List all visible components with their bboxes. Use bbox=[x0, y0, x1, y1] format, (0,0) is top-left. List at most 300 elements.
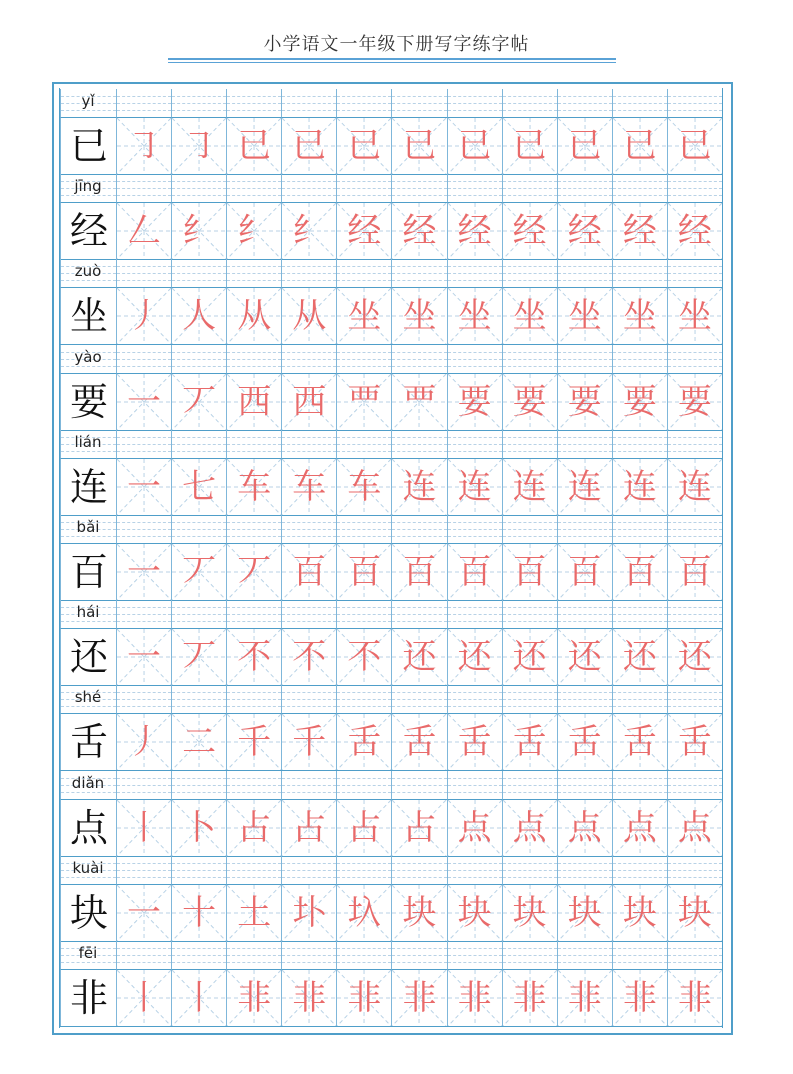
stroke-step-character: 已 bbox=[512, 126, 547, 166]
stroke-step-character: 块 bbox=[512, 892, 547, 933]
stroke-step-character: 坐 bbox=[567, 296, 602, 337]
stroke-order-cell bbox=[336, 884, 391, 941]
pinyin-cell bbox=[502, 941, 557, 969]
stroke-order-cell bbox=[116, 117, 171, 174]
stroke-order-cell bbox=[226, 799, 281, 856]
pinyin-cell bbox=[557, 430, 612, 458]
stroke-step-character: 丨 bbox=[127, 978, 162, 1018]
stroke-step-character: 丆 bbox=[182, 637, 217, 678]
stroke-step-character: 丨 bbox=[127, 807, 162, 848]
stroke-step-character: 点 bbox=[622, 807, 657, 848]
pinyin-cell bbox=[612, 856, 667, 884]
stroke-order-cell bbox=[447, 799, 502, 856]
stroke-step-character: 圦 bbox=[347, 892, 382, 933]
stroke-order-cell bbox=[667, 884, 722, 941]
character-row bbox=[60, 713, 722, 770]
pinyin-strip bbox=[60, 600, 722, 628]
pinyin-strip bbox=[60, 856, 722, 884]
pinyin-cell bbox=[116, 941, 171, 969]
pinyin-cell bbox=[281, 941, 336, 969]
stroke-step-character: 连 bbox=[677, 466, 712, 507]
stroke-step-character: 坐 bbox=[402, 296, 437, 337]
model-character-cell bbox=[60, 884, 116, 941]
stroke-order-cell bbox=[502, 969, 557, 1026]
pinyin-cell bbox=[226, 685, 281, 713]
pinyin-cell bbox=[447, 856, 502, 884]
stroke-step-character: 车 bbox=[347, 466, 382, 507]
stroke-step-character: 舌 bbox=[567, 722, 602, 763]
stroke-order-cell bbox=[116, 373, 171, 430]
model-character-cell bbox=[60, 799, 116, 856]
pinyin-cell bbox=[667, 345, 722, 373]
stroke-step-character: 百 bbox=[567, 552, 602, 592]
stroke-step-character: 从 bbox=[292, 296, 327, 337]
stroke-order-cell bbox=[667, 202, 722, 259]
pinyin-cell bbox=[116, 174, 171, 202]
model-character-cell bbox=[60, 543, 116, 600]
stroke-order-cell bbox=[391, 799, 446, 856]
stroke-order-cell bbox=[502, 373, 557, 430]
stroke-step-character: 经 bbox=[347, 211, 382, 252]
stroke-order-cell bbox=[281, 969, 336, 1026]
pinyin-cell bbox=[447, 345, 502, 373]
practice-row bbox=[60, 89, 722, 174]
pinyin-cell bbox=[612, 941, 667, 969]
stroke-step-character: 占 bbox=[402, 807, 437, 848]
pinyin-cell bbox=[557, 345, 612, 373]
stroke-order-cell bbox=[667, 287, 722, 344]
title-underline-thin bbox=[168, 62, 616, 63]
stroke-order-cell bbox=[171, 287, 226, 344]
stroke-step-character: 纟 bbox=[237, 211, 272, 252]
stroke-order-cell bbox=[116, 202, 171, 259]
stroke-order-cell bbox=[667, 799, 722, 856]
stroke-step-character: 百 bbox=[622, 552, 657, 592]
pinyin-cell bbox=[667, 174, 722, 202]
stroke-order-cell bbox=[391, 713, 446, 770]
stroke-step-character: 西 bbox=[292, 381, 327, 422]
stroke-order-cell bbox=[391, 287, 446, 344]
stroke-order-cell bbox=[447, 373, 502, 430]
character-row bbox=[60, 373, 722, 430]
stroke-step-character: 已 bbox=[567, 126, 602, 166]
pinyin-cell bbox=[667, 430, 722, 458]
pinyin-label: yǐ bbox=[81, 92, 95, 110]
stroke-step-character: 连 bbox=[622, 466, 657, 507]
pinyin-cell bbox=[502, 515, 557, 543]
pinyin-cell bbox=[336, 600, 391, 628]
stroke-order-cell bbox=[502, 799, 557, 856]
pinyin-cell bbox=[336, 174, 391, 202]
stroke-step-character: 百 bbox=[402, 552, 437, 592]
stroke-order-cell bbox=[116, 287, 171, 344]
pinyin-cell bbox=[391, 430, 446, 458]
stroke-step-character: 七 bbox=[182, 466, 217, 507]
model-character-cell bbox=[60, 117, 116, 174]
stroke-step-character: 要 bbox=[457, 381, 492, 422]
pinyin-cell bbox=[336, 685, 391, 713]
stroke-step-character: 舌 bbox=[622, 722, 657, 763]
stroke-step-character: 坐 bbox=[622, 296, 657, 337]
pinyin-cell bbox=[612, 259, 667, 287]
model-character: 舌 bbox=[69, 720, 108, 765]
pinyin-cell bbox=[226, 259, 281, 287]
stroke-order-cell bbox=[667, 117, 722, 174]
pinyin-cell bbox=[226, 89, 281, 117]
stroke-order-cell bbox=[281, 458, 336, 515]
practice-row bbox=[60, 430, 722, 515]
pinyin-cell bbox=[171, 89, 226, 117]
stroke-step-character: 百 bbox=[292, 552, 327, 592]
pinyin-cell bbox=[336, 89, 391, 117]
stroke-order-cell bbox=[171, 799, 226, 856]
pinyin-cell bbox=[391, 89, 446, 117]
pinyin-cell bbox=[447, 259, 502, 287]
model-character: 已 bbox=[69, 124, 108, 168]
stroke-order-cell bbox=[612, 969, 667, 1026]
pinyin-cell bbox=[447, 941, 502, 969]
pinyin-cell bbox=[171, 259, 226, 287]
pinyin-cell bbox=[171, 600, 226, 628]
stroke-step-character: 经 bbox=[622, 211, 657, 252]
pinyin-cell bbox=[612, 430, 667, 458]
pinyin-label: bǎi bbox=[76, 518, 100, 536]
stroke-step-character: 要 bbox=[567, 381, 602, 422]
stroke-step-character: 坐 bbox=[347, 296, 382, 337]
stroke-order-cell bbox=[226, 202, 281, 259]
pinyin-cell bbox=[391, 856, 446, 884]
stroke-order-cell bbox=[391, 543, 446, 600]
page-title: 小学语文一年级下册写字练字帖 bbox=[263, 34, 530, 55]
pinyin-cell bbox=[171, 771, 226, 799]
stroke-step-character: 一 bbox=[127, 381, 162, 422]
stroke-step-character: 丆 bbox=[237, 552, 272, 592]
pinyin-cell bbox=[447, 600, 502, 628]
pinyin-cell bbox=[171, 941, 226, 969]
stroke-order-cell bbox=[171, 969, 226, 1026]
model-character-cell bbox=[60, 969, 116, 1026]
stroke-order-cell bbox=[612, 543, 667, 600]
pinyin-cell bbox=[226, 771, 281, 799]
pinyin-cell bbox=[557, 685, 612, 713]
practice-row bbox=[60, 600, 722, 685]
stroke-order-cell bbox=[557, 884, 612, 941]
pinyin-cell bbox=[226, 174, 281, 202]
pinyin-cell bbox=[116, 430, 171, 458]
stroke-order-cell bbox=[171, 713, 226, 770]
pinyin-cell bbox=[171, 515, 226, 543]
pinyin-cell bbox=[226, 856, 281, 884]
pinyin-cell bbox=[226, 941, 281, 969]
stroke-step-character: 纟 bbox=[292, 211, 327, 252]
stroke-order-cell bbox=[557, 969, 612, 1026]
stroke-step-character: 丿 bbox=[127, 296, 162, 337]
pinyin-cell bbox=[612, 685, 667, 713]
practice-row bbox=[60, 685, 722, 770]
pinyin-label: jīng bbox=[74, 177, 102, 196]
character-row bbox=[60, 117, 722, 174]
stroke-order-cell bbox=[502, 543, 557, 600]
stroke-order-cell bbox=[612, 117, 667, 174]
stroke-step-character: 非 bbox=[567, 978, 602, 1018]
pinyin-label: yào bbox=[74, 347, 102, 366]
stroke-order-cell bbox=[557, 373, 612, 430]
stroke-order-cell bbox=[667, 458, 722, 515]
stroke-step-character: 点 bbox=[512, 807, 547, 848]
pinyin-cell bbox=[447, 430, 502, 458]
stroke-step-character: 一 bbox=[127, 892, 162, 933]
pinyin-cell bbox=[336, 941, 391, 969]
pinyin-cell bbox=[171, 345, 226, 373]
pinyin-strip bbox=[60, 259, 722, 287]
stroke-order-cell bbox=[612, 799, 667, 856]
stroke-order-cell bbox=[226, 628, 281, 685]
pinyin-cell bbox=[502, 259, 557, 287]
practice-row bbox=[60, 259, 722, 344]
stroke-step-character: 一 bbox=[127, 466, 162, 507]
stroke-order-cell bbox=[336, 628, 391, 685]
character-row bbox=[60, 884, 722, 941]
stroke-step-character: 要 bbox=[622, 381, 657, 422]
stroke-step-character: 经 bbox=[567, 211, 602, 252]
stroke-step-character: 坐 bbox=[677, 296, 712, 337]
stroke-step-character: 丆 bbox=[182, 381, 217, 422]
stroke-order-cell bbox=[171, 458, 226, 515]
stroke-step-character: 非 bbox=[347, 978, 382, 1018]
pinyin-cell bbox=[281, 856, 336, 884]
stroke-step-character: 舌 bbox=[677, 722, 712, 763]
pinyin-cell bbox=[557, 771, 612, 799]
stroke-order-cell bbox=[502, 628, 557, 685]
character-row bbox=[60, 799, 722, 856]
model-character: 连 bbox=[69, 464, 108, 509]
stroke-order-cell bbox=[612, 458, 667, 515]
stroke-step-character: 非 bbox=[622, 978, 657, 1018]
stroke-step-character: 丿 bbox=[127, 722, 162, 763]
stroke-order-cell bbox=[226, 884, 281, 941]
stroke-order-cell bbox=[171, 117, 226, 174]
stroke-order-cell bbox=[557, 117, 612, 174]
character-row bbox=[60, 287, 722, 344]
stroke-step-character: 非 bbox=[237, 978, 272, 1018]
stroke-order-cell bbox=[281, 373, 336, 430]
pinyin-cell bbox=[171, 430, 226, 458]
pinyin-cell bbox=[336, 430, 391, 458]
stroke-order-cell bbox=[171, 628, 226, 685]
stroke-step-character: 非 bbox=[512, 978, 547, 1018]
stroke-step-character: 从 bbox=[237, 296, 272, 337]
stroke-order-cell bbox=[391, 628, 446, 685]
stroke-step-character: 经 bbox=[677, 211, 712, 252]
pinyin-cell bbox=[336, 771, 391, 799]
stroke-step-character: 圤 bbox=[292, 892, 327, 933]
stroke-order-cell bbox=[612, 713, 667, 770]
stroke-order-cell bbox=[171, 543, 226, 600]
pinyin-strip bbox=[60, 515, 722, 543]
stroke-order-cell bbox=[226, 373, 281, 430]
pinyin-cell bbox=[281, 771, 336, 799]
pinyin-cell bbox=[557, 941, 612, 969]
stroke-order-cell bbox=[281, 287, 336, 344]
practice-row bbox=[60, 856, 722, 941]
character-row bbox=[60, 202, 722, 259]
pinyin-cell bbox=[502, 856, 557, 884]
stroke-step-character: 块 bbox=[622, 892, 657, 933]
stroke-order-cell bbox=[281, 117, 336, 174]
pinyin-cell bbox=[336, 345, 391, 373]
pinyin-cell bbox=[336, 515, 391, 543]
stroke-step-character: 已 bbox=[677, 126, 712, 166]
stroke-order-cell bbox=[116, 628, 171, 685]
stroke-order-cell bbox=[336, 713, 391, 770]
pinyin-cell bbox=[502, 685, 557, 713]
stroke-step-character: 坐 bbox=[457, 296, 492, 337]
pinyin-cell bbox=[667, 771, 722, 799]
pinyin-cell bbox=[502, 600, 557, 628]
stroke-order-cell bbox=[557, 458, 612, 515]
stroke-order-cell bbox=[391, 202, 446, 259]
pinyin-cell bbox=[116, 89, 171, 117]
pinyin-cell bbox=[281, 430, 336, 458]
pinyin-label: shé bbox=[74, 688, 102, 707]
stroke-order-cell bbox=[171, 373, 226, 430]
pinyin-cell bbox=[116, 685, 171, 713]
pinyin-label: fēi bbox=[78, 944, 98, 962]
stroke-order-cell bbox=[447, 713, 502, 770]
stroke-step-character: 丨 bbox=[182, 978, 217, 1018]
pinyin-cell bbox=[336, 259, 391, 287]
stroke-order-cell bbox=[447, 117, 502, 174]
pinyin-cell bbox=[116, 259, 171, 287]
pinyin-cell bbox=[502, 174, 557, 202]
pinyin-cell bbox=[667, 89, 722, 117]
stroke-step-character: 百 bbox=[457, 552, 492, 592]
pinyin-cell bbox=[116, 515, 171, 543]
stroke-order-cell bbox=[116, 884, 171, 941]
stroke-step-character: 人 bbox=[182, 296, 217, 337]
character-row bbox=[60, 543, 722, 600]
pinyin-cell bbox=[391, 771, 446, 799]
model-character: 要 bbox=[69, 379, 108, 424]
stroke-order-cell bbox=[116, 458, 171, 515]
stroke-order-cell bbox=[557, 799, 612, 856]
stroke-order-cell bbox=[281, 799, 336, 856]
model-character: 块 bbox=[69, 890, 108, 935]
stroke-order-cell bbox=[226, 713, 281, 770]
stroke-order-cell bbox=[502, 713, 557, 770]
stroke-order-cell bbox=[391, 884, 446, 941]
stroke-step-character: 占 bbox=[347, 807, 382, 848]
stroke-step-character: 土 bbox=[237, 892, 272, 933]
stroke-step-character: 还 bbox=[402, 637, 437, 678]
character-row bbox=[60, 969, 722, 1026]
pinyin-label: zuò bbox=[74, 262, 102, 281]
stroke-order-cell bbox=[336, 969, 391, 1026]
stroke-order-cell bbox=[281, 713, 336, 770]
pinyin-cell bbox=[171, 856, 226, 884]
stroke-step-character: 𠃋 bbox=[127, 211, 162, 252]
stroke-order-cell bbox=[336, 287, 391, 344]
stroke-step-character: 已 bbox=[292, 126, 327, 166]
pinyin-cell bbox=[116, 856, 171, 884]
stroke-step-character: 千 bbox=[237, 722, 272, 763]
stroke-order-cell bbox=[447, 884, 502, 941]
stroke-step-character: 块 bbox=[457, 892, 492, 933]
stroke-order-cell bbox=[226, 287, 281, 344]
row-divider bbox=[60, 1026, 722, 1027]
stroke-step-character: 还 bbox=[677, 637, 712, 678]
stroke-step-character: 不 bbox=[292, 637, 327, 678]
title-underline bbox=[168, 58, 616, 60]
pinyin-cell bbox=[612, 345, 667, 373]
stroke-step-character: 舌 bbox=[457, 722, 492, 763]
stroke-order-cell bbox=[116, 799, 171, 856]
stroke-order-cell bbox=[667, 373, 722, 430]
stroke-order-cell bbox=[171, 202, 226, 259]
stroke-order-cell bbox=[612, 202, 667, 259]
stroke-order-cell bbox=[391, 373, 446, 430]
stroke-step-character: 点 bbox=[567, 807, 602, 848]
pinyin-cell bbox=[667, 941, 722, 969]
pinyin-cell bbox=[391, 345, 446, 373]
pinyin-strip bbox=[60, 174, 722, 202]
stroke-step-character: 百 bbox=[677, 552, 712, 592]
stroke-order-cell bbox=[336, 458, 391, 515]
pinyin-cell bbox=[557, 600, 612, 628]
stroke-step-character: 舌 bbox=[512, 722, 547, 763]
model-character: 点 bbox=[69, 805, 108, 850]
stroke-step-character: 连 bbox=[512, 466, 547, 507]
stroke-step-character: 已 bbox=[402, 126, 437, 166]
stroke-order-cell bbox=[612, 884, 667, 941]
stroke-order-cell bbox=[502, 287, 557, 344]
stroke-order-cell bbox=[612, 373, 667, 430]
pinyin-cell bbox=[447, 174, 502, 202]
pinyin-cell bbox=[557, 174, 612, 202]
stroke-order-cell bbox=[502, 458, 557, 515]
pinyin-strip bbox=[60, 345, 722, 373]
stroke-step-character: 覀 bbox=[402, 381, 437, 422]
pinyin-cell bbox=[557, 856, 612, 884]
pinyin-cell bbox=[502, 345, 557, 373]
stroke-step-character: 舌 bbox=[347, 722, 382, 763]
pinyin-cell bbox=[391, 600, 446, 628]
pinyin-label: kuài bbox=[72, 858, 104, 877]
character-row bbox=[60, 458, 722, 515]
stroke-step-character: 经 bbox=[402, 211, 437, 252]
pinyin-cell bbox=[281, 174, 336, 202]
stroke-step-character: 一 bbox=[127, 637, 162, 678]
stroke-step-character: 已 bbox=[622, 126, 657, 166]
pinyin-cell bbox=[391, 515, 446, 543]
stroke-step-character: 丆 bbox=[182, 552, 217, 592]
practice-row bbox=[60, 174, 722, 259]
stroke-order-cell bbox=[281, 628, 336, 685]
stroke-order-cell bbox=[447, 287, 502, 344]
model-character: 非 bbox=[69, 976, 108, 1020]
pinyin-cell bbox=[391, 941, 446, 969]
stroke-step-character: 车 bbox=[237, 466, 272, 507]
stroke-order-cell bbox=[557, 287, 612, 344]
stroke-order-cell bbox=[667, 969, 722, 1026]
pinyin-cell bbox=[391, 685, 446, 713]
pinyin-cell bbox=[116, 771, 171, 799]
pinyin-cell bbox=[447, 685, 502, 713]
pinyin-cell bbox=[612, 174, 667, 202]
pinyin-strip bbox=[60, 89, 722, 117]
stroke-step-character: 西 bbox=[237, 381, 272, 422]
pinyin-cell bbox=[667, 685, 722, 713]
